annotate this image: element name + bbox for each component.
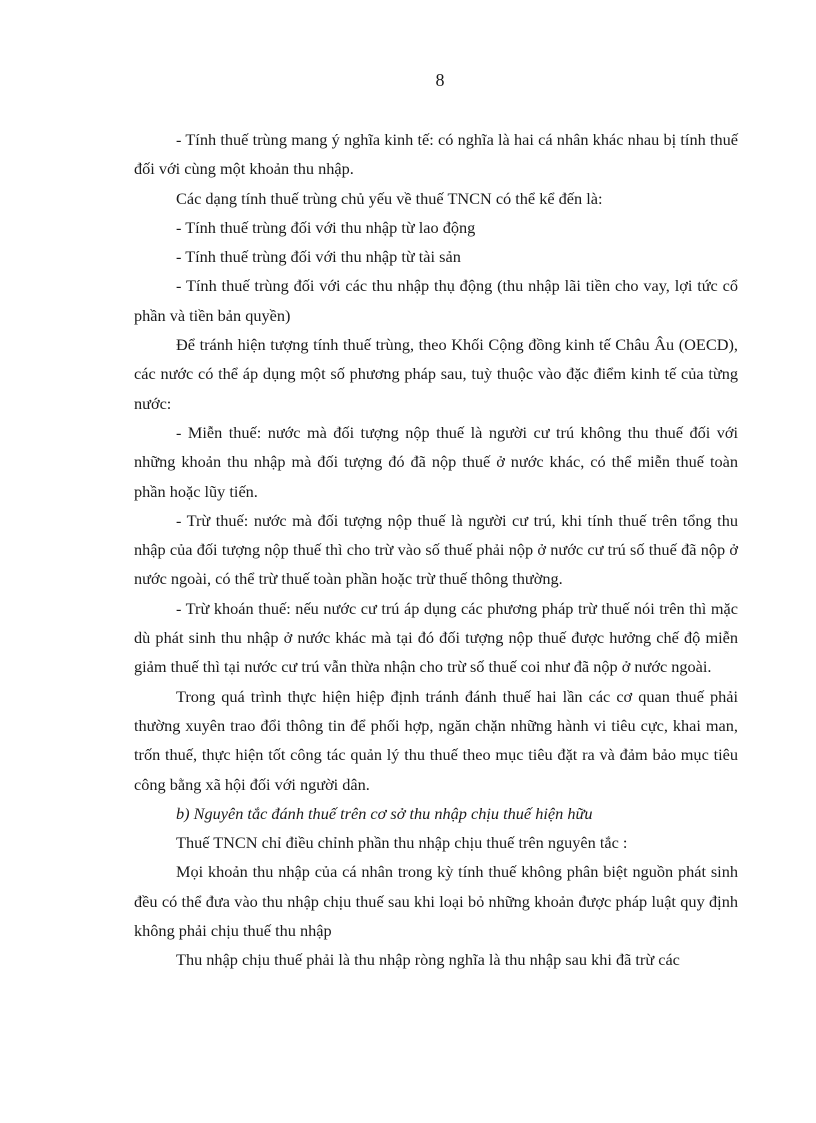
- list-item-asset-income: - Tính thuế trùng đối với thu nhập từ tài sản: [176, 247, 461, 267]
- section-heading-b: b) Nguyên tắc đánh thuế trên cơ sở thu nhập chịu thuế hiện hữu: [176, 803, 593, 823]
- list-item-exemption: - Miễn thuế: nước mà đối tượng nộp thuế là người cư trú không thu thuế đối với những khoản thu nhập mà đối tượng đó đã nộp thuế ở nước khác, có thể miễn thuế toàn phần hoặc lũy tiến.: [134, 422, 738, 501]
- list-item-labor-income: - Tính thuế trùng đối với thu nhập từ lao động: [176, 217, 476, 237]
- list-item-deduction: - Trừ thuế: nước mà đối tượng nộp thuế là người cư trú, khi tính thuế trên tổng thu nhập của đối tượng nộp thuế thì cho trừ vào số thuế phải nộp ở nước cư trú số thuế đã nộp ở nước ngoài, có thể trừ thuế toàn phần hoặc trừ thuế thông thường.: [134, 510, 738, 589]
- paragraph-information-exchange: Trong quá trình thực hiện hiệp định tránh đánh thuế hai lần các cơ quan thuế phải thường xuyên trao đổi thông tin để phối hợp, ngăn chặn những hành vi tiêu cực, khai man, trốn thuế, thực hiện tốt công tác quản lý thu thuế theo mục tiêu đặt ra và đảm bảo mục tiêu công bằng xã hội đối với người dân.: [134, 686, 738, 794]
- list-item-passive-income: - Tính thuế trùng đối với các thu nhập thụ động (thu nhập lãi tiền cho vay, lợi tức cổ phần và tiền bản quyền): [134, 276, 738, 325]
- paragraph-taxable-principle: Thuế TNCN chỉ điều chỉnh phần thu nhập chịu thuế trên nguyên tắc :: [176, 833, 628, 853]
- list-item-tax-sparing: - Trừ khoán thuế: nếu nước cư trú áp dụng các phương pháp trừ thuế nói trên thì mặc dù phát sinh thu nhập ở nước khác mà tại đó đối tượng nộp thuế được hưởng chế độ miễn giảm thuế thì tại nước cư trú vẫn thừa nhận cho trừ số thuế coi như đã nộp ở nước ngoài.: [134, 598, 738, 677]
- paragraph-forms-intro: Các dạng tính thuế trùng chủ yếu về thuế TNCN có thể kể đến là:: [176, 188, 603, 208]
- body-text: [134, 125, 738, 975]
- paragraph-all-income: Mọi khoản thu nhập của cá nhân trong kỳ tính thuế không phân biệt nguồn phát sinh đều có thể đưa vào thu nhập chịu thuế sau khi loại bỏ những khoản được pháp luật quy định không phải chịu thuế thu nhập: [134, 862, 738, 941]
- page-number: 8: [435, 70, 445, 90]
- paragraph-double-tax-economic: - Tính thuế trùng mang ý nghĩa kinh tế: có nghĩa là hai cá nhân khác nhau bị tính thuế đối với cùng một khoản thu nhập.: [134, 130, 738, 179]
- paragraph-avoidance-methods: Để tránh hiện tượng tính thuế trùng, theo Khối Cộng đồng kinh tế Châu Âu (OECD), các nước có thể áp dụng một số phương pháp sau, tuỳ thuộc vào đặc điểm kinh tế của từng nước:: [134, 335, 738, 413]
- paragraph-net-income: Thu nhập chịu thuế phải là thu nhập ròng nghĩa là thu nhập sau khi đã trừ các: [176, 950, 680, 970]
